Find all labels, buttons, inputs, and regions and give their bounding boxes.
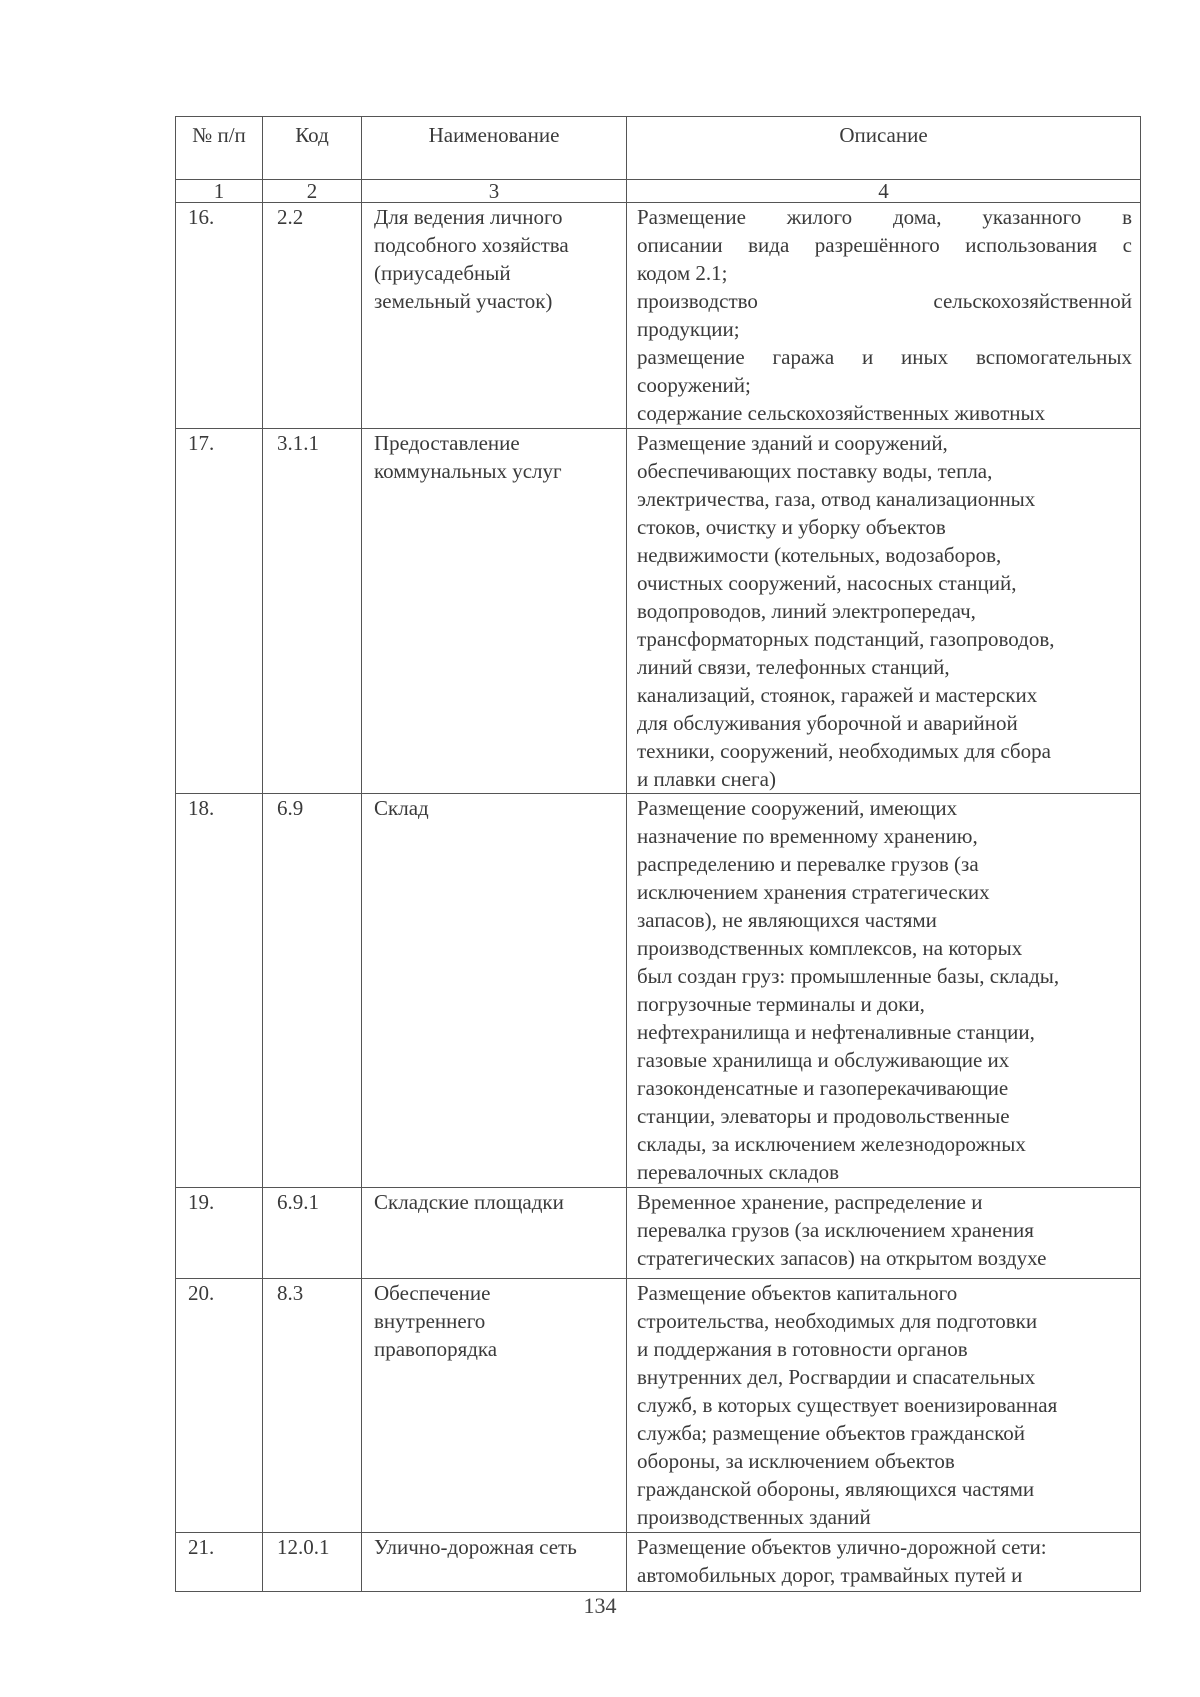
name-line: земельный участок) xyxy=(374,289,553,313)
row-number: 17. xyxy=(176,429,263,794)
desc-line: техники, сооружений, необходимых для сбора xyxy=(637,739,1051,763)
desc-line: электричества, газа, отвод канализационных xyxy=(637,487,1036,511)
land-use-table xyxy=(175,116,1141,1592)
table-row xyxy=(176,429,1141,794)
name-line: Предоставление xyxy=(374,431,520,455)
desc-line: строительства, необходимых для подготовки xyxy=(637,1309,1038,1333)
row-name xyxy=(362,1279,627,1533)
row-description xyxy=(627,1279,1141,1533)
desc-line: размещение гаража и иных вспомогательных xyxy=(637,345,1132,369)
desc-line: очистных сооружений, насосных станций, xyxy=(637,571,1017,595)
row-code: 3.1.1 xyxy=(263,429,362,794)
row-code: 8.3 xyxy=(263,1279,362,1533)
row-description xyxy=(627,794,1141,1188)
row-name xyxy=(362,794,627,1188)
name-line: Обеспечение xyxy=(374,1281,491,1305)
column-index-row xyxy=(176,180,1141,203)
desc-line: обороны, за исключением объектов xyxy=(637,1449,955,1473)
desc-line: для обслуживания уборочной и аварийной xyxy=(637,711,1018,735)
desc-line: назначение по временному хранению, xyxy=(637,824,978,848)
name-line: внутреннего xyxy=(374,1309,486,1333)
desc-line: производство сельскохозяйственной xyxy=(637,289,1132,313)
table-row xyxy=(176,1188,1141,1279)
table-row xyxy=(176,203,1141,429)
desc-line: производственных комплексов, на которых xyxy=(637,936,1023,960)
desc-line: перевалочных складов xyxy=(637,1160,840,1184)
desc-line: содержание сельскохозяйственных животных xyxy=(637,401,1046,425)
desc-line: и плавки снега) xyxy=(637,767,776,791)
desc-line: газовые хранилища и обслуживающие их xyxy=(637,1048,1010,1072)
desc-line: запасов), не являющихся частями xyxy=(637,908,937,932)
row-number: 18. xyxy=(176,794,263,1188)
row-number: 16. xyxy=(176,203,263,429)
row-description xyxy=(627,429,1141,794)
header-code: Код xyxy=(263,117,362,180)
row-description xyxy=(627,203,1141,429)
row-code: 6.9.1 xyxy=(263,1188,362,1279)
name-line: Складские площадки xyxy=(374,1190,564,1214)
desc-line: стоков, очистку и уборку объектов xyxy=(637,515,946,539)
row-name xyxy=(362,1188,627,1279)
name-line: (приусадебный xyxy=(374,261,511,285)
desc-line: Временное хранение, распределение и xyxy=(637,1190,983,1214)
desc-line: был создан груз: промышленные базы, склады, xyxy=(637,964,1060,988)
desc-line: кодом 2.1; xyxy=(637,261,728,285)
name-line: правопорядка xyxy=(374,1337,498,1361)
row-code: 12.0.1 xyxy=(263,1533,362,1592)
desc-line: перевалка грузов (за исключением хранения xyxy=(637,1218,1034,1242)
row-description xyxy=(627,1533,1141,1592)
row-name xyxy=(362,429,627,794)
desc-line: Размещение зданий и сооружений, xyxy=(637,431,948,455)
desc-line: Размещение сооружений, имеющих xyxy=(637,796,958,820)
index-2: 2 xyxy=(263,180,362,203)
desc-line: и поддержания в готовности органов xyxy=(637,1337,968,1361)
desc-line: нефтехранилища и нефтеналивные станции, xyxy=(637,1020,1035,1044)
table-row xyxy=(176,1533,1141,1592)
row-description xyxy=(627,1188,1141,1279)
row-number: 21. xyxy=(176,1533,263,1592)
desc-line: склады, за исключением железнодорожных xyxy=(637,1132,1026,1156)
index-1: 1 xyxy=(176,180,263,203)
name-line: Склад xyxy=(374,796,429,820)
desc-line: газоконденсатные и газоперекачивающие xyxy=(637,1076,1009,1100)
desc-line: Размещение объектов улично-дорожной сети: xyxy=(637,1535,1047,1559)
desc-line: автомобильных дорог, трамвайных путей и xyxy=(637,1563,1023,1587)
name-line: Для ведения личного xyxy=(374,205,563,229)
row-name xyxy=(362,203,627,429)
desc-line: погрузочные терминалы и доки, xyxy=(637,992,925,1016)
desc-line: распределению и перевалке грузов (за xyxy=(637,852,979,876)
row-number: 20. xyxy=(176,1279,263,1533)
desc-line: трансформаторных подстанций, газопроводов, xyxy=(637,627,1055,651)
desc-line: Размещение объектов капитального xyxy=(637,1281,958,1305)
desc-line: гражданской обороны, являющихся частями xyxy=(637,1477,1035,1501)
desc-line: линий связи, телефонных станций, xyxy=(637,655,950,679)
desc-line: описании вида разрешённого использования с xyxy=(637,233,1132,257)
name-line: Улично-дорожная сеть xyxy=(374,1535,577,1559)
index-3: 3 xyxy=(362,180,627,203)
desc-line: водопроводов, линий электропередач, xyxy=(637,599,976,623)
desc-line: служба; размещение объектов гражданской xyxy=(637,1421,1026,1445)
desc-line: внутренних дел, Росгвардии и спасательных xyxy=(637,1365,1036,1389)
page-number: 134 xyxy=(583,1593,617,1618)
header-desc: Описание xyxy=(627,117,1141,180)
desc-line: недвижимости (котельных, водозаборов, xyxy=(637,543,1002,567)
desc-line: производственных зданий xyxy=(637,1505,871,1529)
header-row xyxy=(176,117,1141,180)
desc-line: исключением хранения стратегических xyxy=(637,880,990,904)
header-num: № п/п xyxy=(176,117,263,180)
header-name: Наименование xyxy=(362,117,627,180)
desc-line: обеспечивающих поставку воды, тепла, xyxy=(637,459,993,483)
row-code: 2.2 xyxy=(263,203,362,429)
desc-line: продукции; xyxy=(637,317,740,341)
table-row xyxy=(176,794,1141,1188)
row-name xyxy=(362,1533,627,1592)
desc-line: станции, элеваторы и продовольственные xyxy=(637,1104,1010,1128)
desc-line: стратегических запасов) на открытом воздухе xyxy=(637,1246,1047,1270)
name-line: подсобного хозяйства xyxy=(374,233,569,257)
desc-line: служб, в которых существует военизированная xyxy=(637,1393,1058,1417)
desc-line: Размещение жилого дома, указанного в xyxy=(637,205,1132,229)
table-row xyxy=(176,1279,1141,1533)
index-4: 4 xyxy=(627,180,1141,203)
desc-line: сооружений; xyxy=(637,373,751,397)
row-code: 6.9 xyxy=(263,794,362,1188)
desc-line: канализаций, стоянок, гаражей и мастерских xyxy=(637,683,1038,707)
name-line: коммунальных услуг xyxy=(374,459,562,483)
row-number: 19. xyxy=(176,1188,263,1279)
